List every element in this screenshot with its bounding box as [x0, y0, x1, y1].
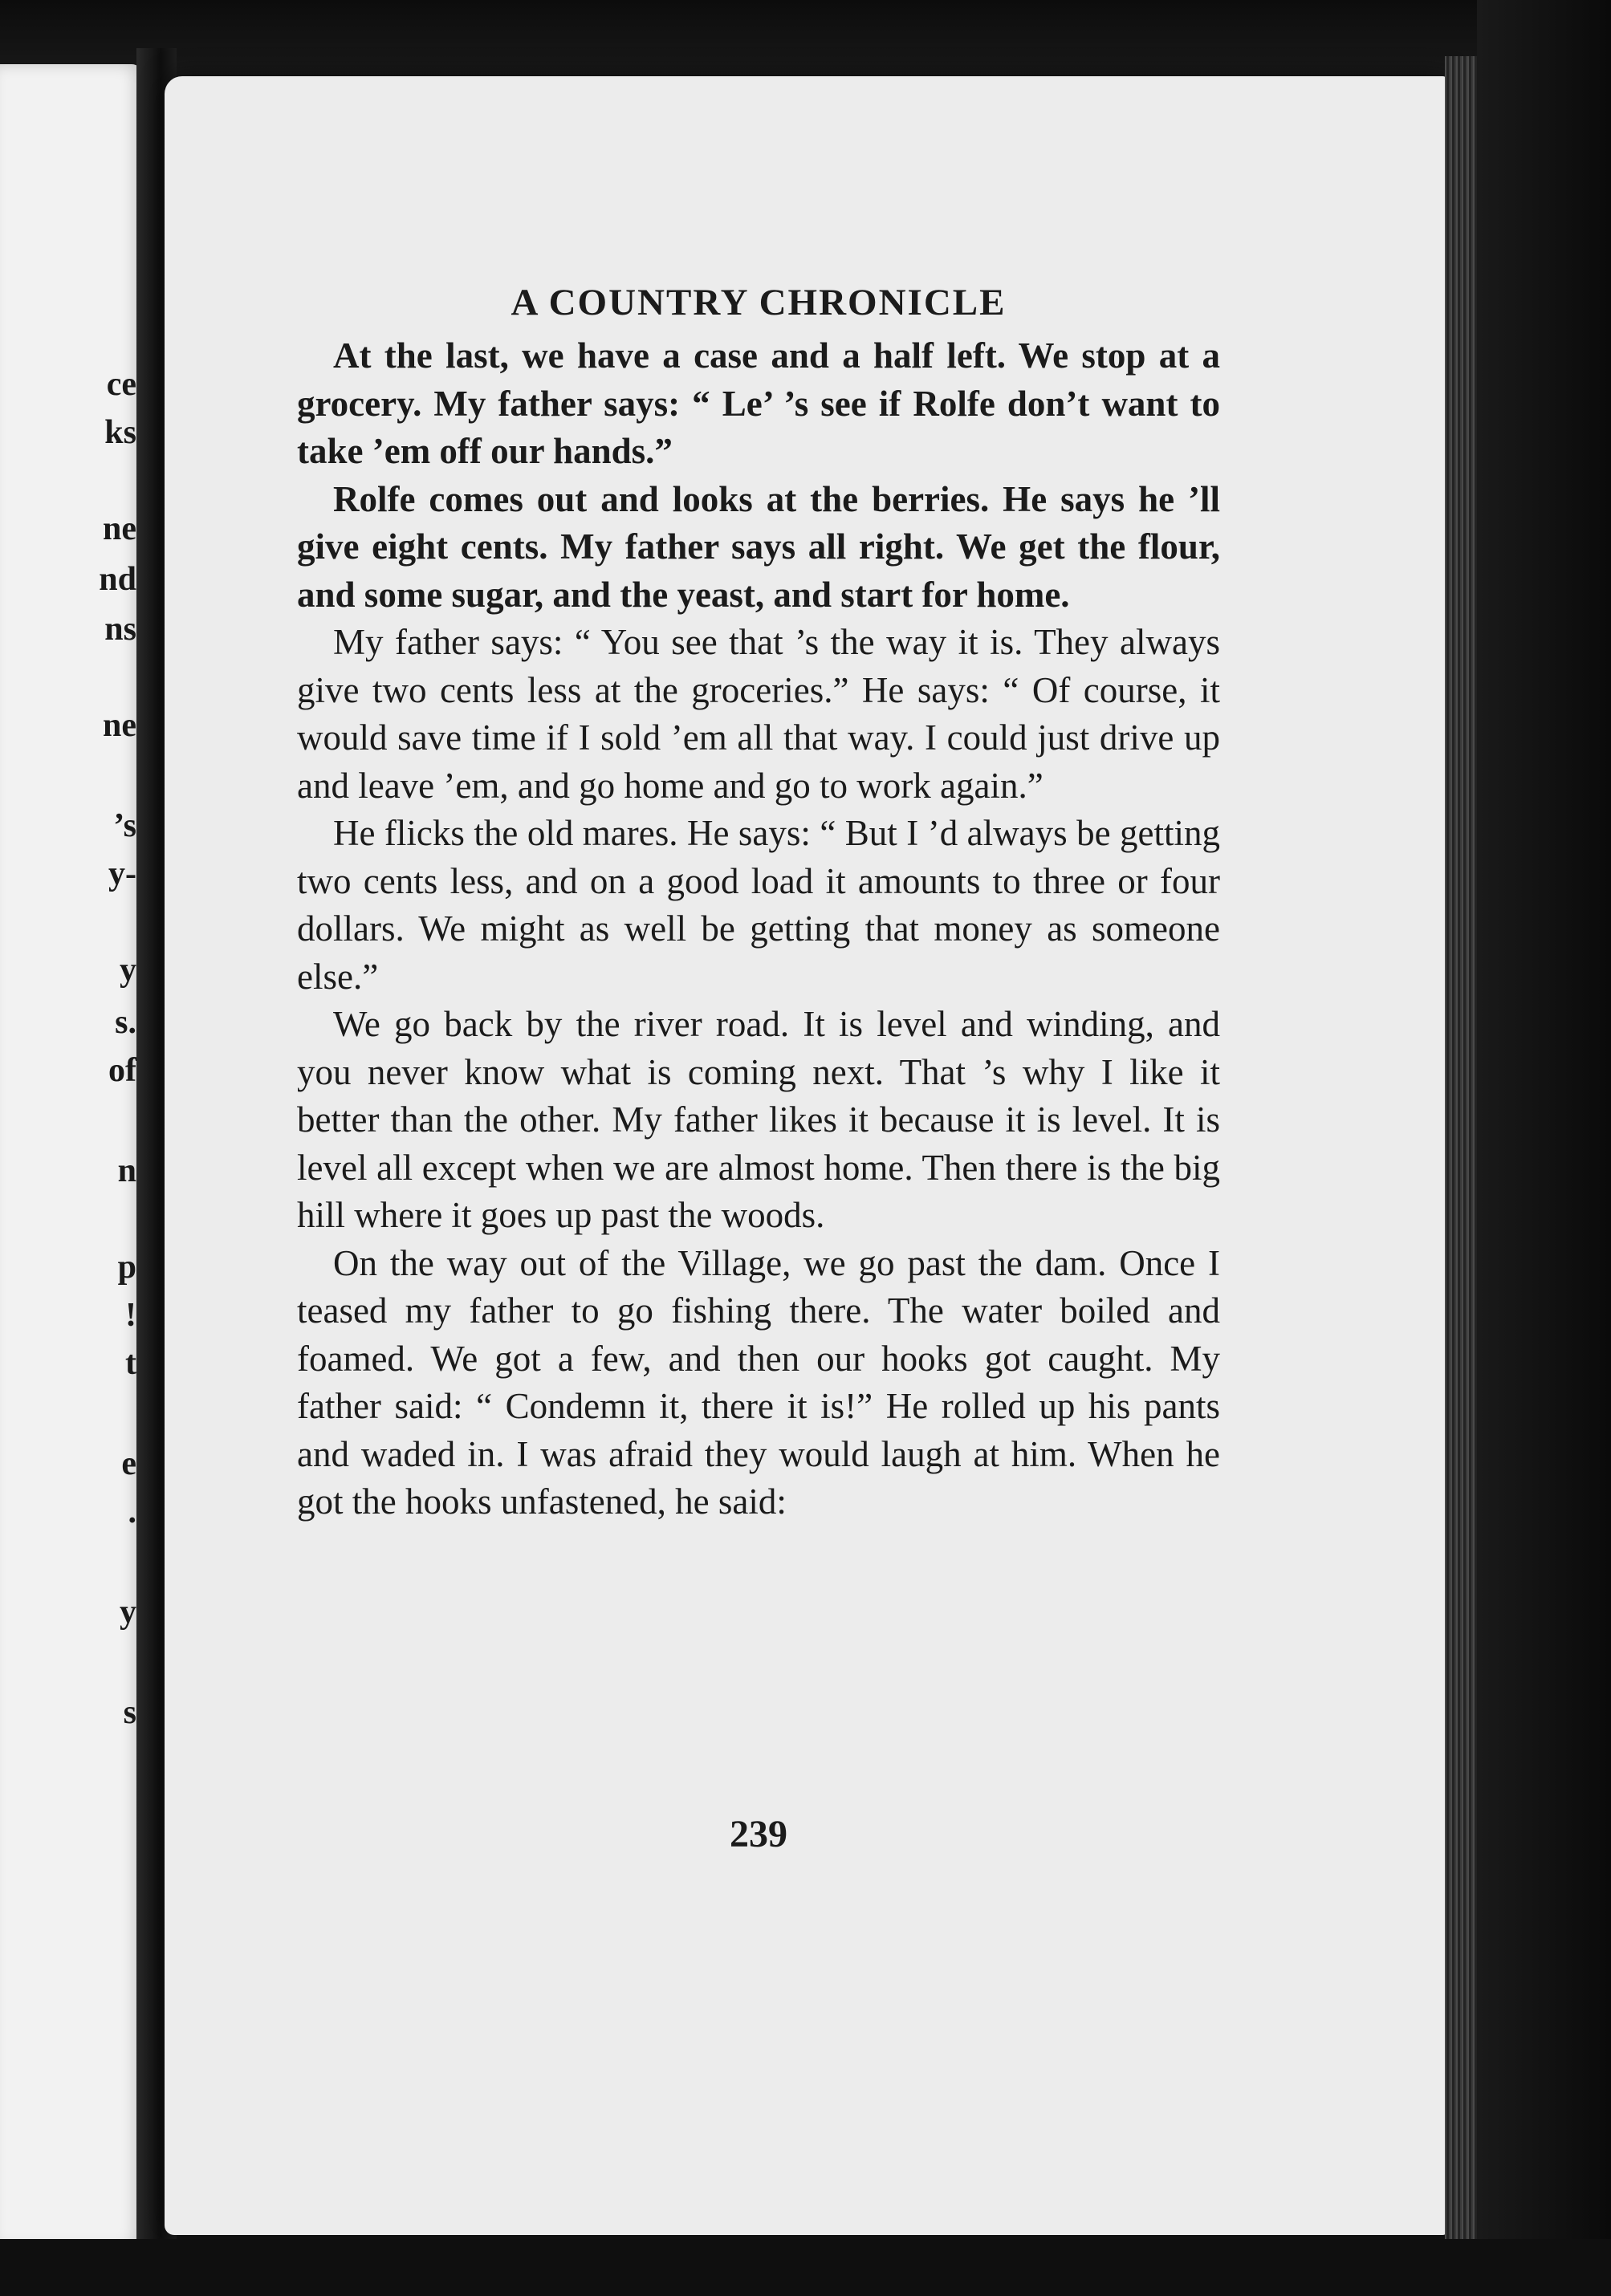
paragraph: On the way out of the Village, we go past the dam. Once I teased my father to go fishing there. The water boiled and foamed. We got a few, and then our hooks got caught. My father said: “ Condemn it, there it is!” He rolled up his pants and waded in. I was afraid they would laugh at him. When he got the hooks unfastened, he said:	[297, 1242, 1220, 1522]
scan-top-border	[0, 0, 1611, 76]
paragraph: Rolfe comes out and looks at the berries. He says he ’ll give eight cents. My father says all right. We get the flour, and some sugar, and the yeast, and start for home.	[297, 478, 1220, 615]
facing-page-fragment: ne	[103, 510, 136, 547]
facing-page-text-fragments	[0, 0, 143, 2296]
paragraph: At the last, we have a case and a half left. We stop at a grocery. My father says: “ Le’ ’s see if Rolfe don’t want to take ’em off our hands.”	[297, 335, 1220, 471]
facing-page-fragment: p	[117, 1249, 136, 1286]
scan-right-border	[1477, 0, 1611, 2296]
paragraph: He flicks the old mares. He says: “ But I ’d always be getting two cents less, and on a good load it amounts to three or four dollars. We might as well be getting that money as someone else.”	[297, 813, 1220, 997]
page-text-block	[297, 281, 1220, 1526]
facing-page-fragment: n	[117, 1152, 136, 1189]
facing-page-fragment: .	[128, 1493, 136, 1530]
facing-page-fragment: y-	[108, 855, 136, 892]
paragraph: We go back by the river road. It is level and winding, and you never know what is coming next. That ’s why I like it better than the other. My father likes it because it is level. It is level all except when we are almost home. Then there is the big hill where it goes up past the woods.	[297, 1004, 1220, 1235]
facing-page-fragment: ’s	[113, 807, 136, 844]
facing-page-fragment: t	[125, 1345, 136, 1382]
paragraph: My father says: “ You see that ’s the way it is. They always give two cents less at the groceries.” He says: “ Of course, it would save time if I sold ’em all that way. I could just drive up and leave ’em, and go home and go to work again.”	[297, 622, 1220, 806]
facing-page-fragment: ks	[104, 414, 136, 451]
scan-bottom-border	[0, 2239, 1611, 2296]
facing-page-fragment: of	[108, 1052, 136, 1089]
facing-page-fragment: y	[120, 1594, 136, 1631]
facing-page-fragment: ns	[104, 611, 136, 648]
facing-page-fragment: y	[120, 952, 136, 989]
facing-page-fragment: s	[123, 1694, 136, 1731]
facing-page-fragment: e	[121, 1445, 136, 1482]
facing-page-fragment: ce	[106, 366, 136, 403]
running-head: A COUNTRY CHRONICLE	[511, 282, 1007, 323]
page-number: 239	[730, 1813, 787, 1855]
facing-page-fragment: s.	[115, 1004, 136, 1041]
facing-page-fragment: !	[125, 1297, 136, 1334]
page-stack-edge	[1445, 56, 1477, 2255]
facing-page-fragment: ne	[103, 707, 136, 744]
facing-page-fragment: nd	[99, 561, 136, 598]
